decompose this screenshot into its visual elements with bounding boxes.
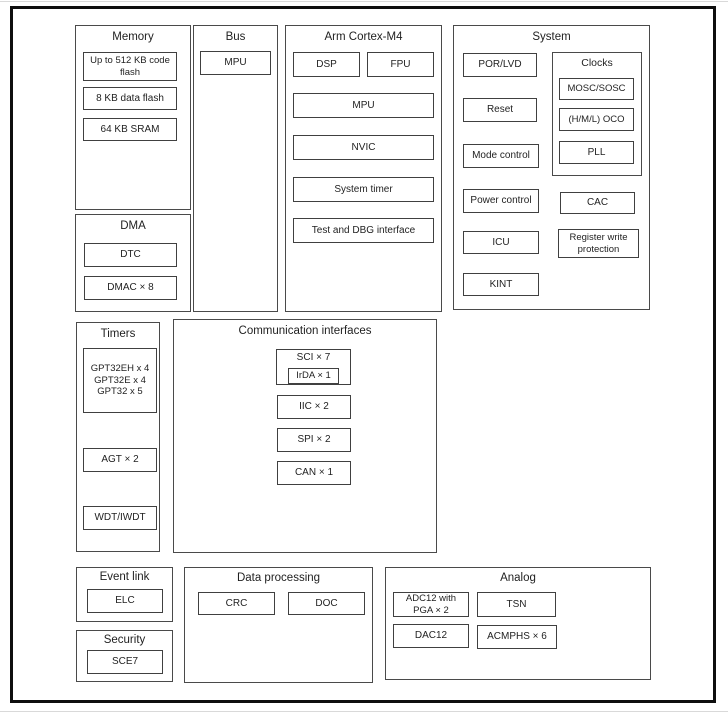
block-comm-interfaces xyxy=(173,319,437,553)
gpt-line-3: GPT32 x 5 xyxy=(97,386,143,398)
block-analog xyxy=(385,567,651,680)
block-security-title: Security xyxy=(103,634,146,646)
box-elc: ELC xyxy=(87,589,163,613)
block-cortex-title: Arm Cortex-M4 xyxy=(324,31,403,43)
block-security xyxy=(76,630,173,682)
box-gpt xyxy=(83,348,157,413)
box-dsp: DSP xyxy=(293,52,360,77)
block-analog-title: Analog xyxy=(500,572,536,584)
box-crc: CRC xyxy=(198,592,275,615)
box-data-flash: 8 KB data flash xyxy=(83,87,177,110)
block-dma-title: DMA xyxy=(120,220,146,232)
block-bus xyxy=(193,25,278,312)
sci-label: SCI × 7 xyxy=(296,352,331,363)
box-fpu: FPU xyxy=(367,52,434,77)
box-cac: CAC xyxy=(560,192,635,214)
block-comm-title: Communication interfaces xyxy=(238,325,372,337)
block-cortex xyxy=(285,25,442,312)
block-data-processing xyxy=(184,567,373,683)
block-system xyxy=(453,25,650,310)
box-power-control: Power control xyxy=(463,189,539,213)
block-system-title: System xyxy=(532,31,571,43)
box-can: CAN × 1 xyxy=(277,461,351,485)
sub-block-clocks-title: Clocks xyxy=(581,57,613,69)
box-sci xyxy=(276,349,351,385)
block-timers xyxy=(76,322,160,552)
page-edge-top xyxy=(0,1,728,2)
box-oco: (H/M/L) OCO xyxy=(559,108,634,131)
box-wdt-iwdt: WDT/IWDT xyxy=(83,506,157,530)
box-nvic: NVIC xyxy=(293,135,434,160)
block-bus-title: Bus xyxy=(225,31,246,43)
box-doc: DOC xyxy=(288,592,365,615)
box-pll: PLL xyxy=(559,141,634,164)
box-cortex-mpu: MPU xyxy=(293,93,434,118)
box-mosc-sosc: MOSC/SOSC xyxy=(559,78,634,100)
box-dtc: DTC xyxy=(84,243,177,267)
box-tsn: TSN xyxy=(477,592,556,617)
box-irda: IrDA × 1 xyxy=(288,368,339,384)
page-edge-bottom xyxy=(0,711,728,712)
box-dmac: DMAC × 8 xyxy=(84,276,177,300)
box-test-dbg: Test and DBG interface xyxy=(293,218,434,243)
box-agt: AGT × 2 xyxy=(83,448,157,472)
box-mode-control: Mode control xyxy=(463,144,539,168)
box-por-lvd: POR/LVD xyxy=(463,53,537,77)
box-iic: IIC × 2 xyxy=(277,395,351,419)
block-memory-title: Memory xyxy=(112,31,154,43)
box-system-timer: System timer xyxy=(293,177,434,202)
box-adc12-pga: ADC12 with PGA × 2 xyxy=(393,592,469,617)
box-kint: KINT xyxy=(463,273,539,296)
box-bus-mpu: MPU xyxy=(200,51,271,75)
block-memory xyxy=(75,25,191,210)
block-event-link-title: Event link xyxy=(99,571,150,583)
box-dac12: DAC12 xyxy=(393,624,469,648)
box-code-flash: Up to 512 KB code flash xyxy=(83,52,177,81)
box-icu: ICU xyxy=(463,231,539,254)
box-sce7: SCE7 xyxy=(87,650,163,674)
box-spi: SPI × 2 xyxy=(277,428,351,452)
box-sram: 64 KB SRAM xyxy=(83,118,177,141)
block-event-link xyxy=(76,567,173,622)
gpt-line-1: GPT32EH x 4 xyxy=(90,362,150,374)
sub-block-clocks xyxy=(552,52,642,176)
block-timers-title: Timers xyxy=(100,328,136,340)
block-data-processing-title: Data processing xyxy=(236,572,321,584)
box-register-write-protection: Register write protection xyxy=(558,229,639,258)
box-reset: Reset xyxy=(463,98,537,122)
gpt-line-2: GPT32E x 4 xyxy=(94,374,146,386)
block-dma xyxy=(75,214,191,312)
box-acmphs: ACMPHS × 6 xyxy=(477,625,557,649)
